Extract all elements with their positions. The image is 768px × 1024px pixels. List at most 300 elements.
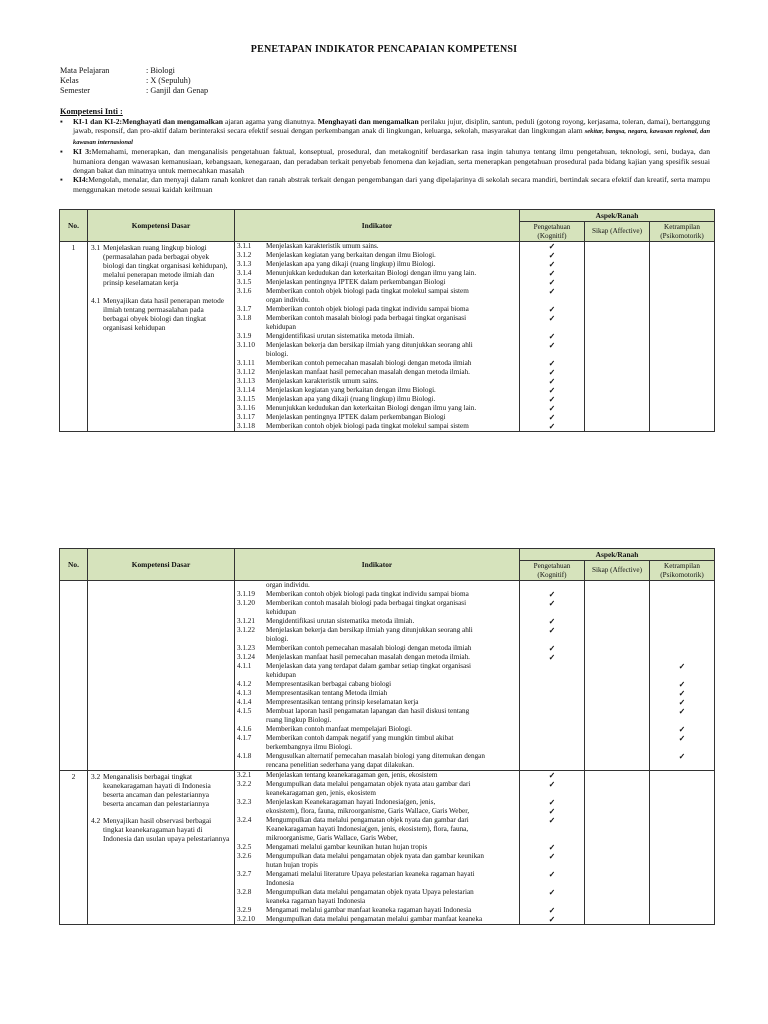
kd-item — [91, 773, 231, 799]
empty-mark — [650, 590, 714, 599]
empty-mark — [650, 743, 714, 752]
header-ketrampilan: Ketrampilan (Psikomotorik) — [650, 561, 715, 581]
empty-mark — [585, 413, 649, 422]
empty-mark — [585, 653, 649, 662]
indicator-text: organ individu. — [266, 296, 310, 305]
check-icon: ✓ — [548, 422, 556, 432]
indicator-row — [235, 870, 519, 879]
empty-mark — [650, 635, 714, 644]
empty-mark — [585, 680, 649, 689]
ki-body: ajaran agama yang dianutnya. — [223, 117, 318, 126]
indicator-row — [235, 422, 519, 431]
check-icon: ✓ — [548, 242, 556, 252]
check-icon: ✓ — [548, 251, 556, 261]
empty-mark — [650, 816, 714, 825]
indicator-text: Memberikan contoh objek biologi pada tingkat individu sampai bioma — [266, 305, 469, 314]
empty-mark — [520, 581, 584, 590]
indicator-row — [235, 915, 519, 924]
empty-mark — [650, 314, 714, 323]
empty-mark — [520, 689, 584, 698]
meta-value: : Ganjil dan Genap — [146, 86, 209, 95]
header-no: No. — [60, 549, 88, 581]
empty-mark — [650, 716, 714, 725]
empty-mark — [650, 653, 714, 662]
ki-label: KI 3: — [73, 147, 92, 157]
empty-mark — [650, 368, 714, 377]
empty-mark — [650, 269, 714, 278]
indicator-code: 3.1.21 — [237, 617, 255, 626]
indicator-row — [235, 395, 519, 404]
ki-list — [60, 117, 710, 194]
indicator-row — [235, 359, 519, 368]
indicator-text: Menjelaskan karakteristik umum sains. — [266, 242, 379, 251]
indicator-table-2 — [59, 548, 715, 925]
check-icon: ✓ — [548, 314, 556, 324]
indicator-row — [235, 305, 519, 314]
indicator-text: Indonesia — [266, 879, 294, 888]
indikator-cell — [235, 771, 520, 925]
empty-mark — [585, 260, 649, 269]
empty-mark — [650, 852, 714, 861]
indicator-code: 4.1.3 — [237, 689, 252, 698]
indicator-row — [235, 278, 519, 287]
indicator-code: 3.2.7 — [237, 870, 252, 879]
indicator-row — [235, 413, 519, 422]
empty-mark — [650, 350, 714, 359]
indicator-code: 3.1.10 — [237, 341, 255, 350]
header-indikator: Indikator — [235, 549, 520, 581]
indicator-text: Mengumpulkan data melalui pengamatan objek nyata Upaya pelestarian — [266, 888, 474, 897]
empty-mark — [650, 296, 714, 305]
indicator-text: Menjelaskan bekerja dan bersikap ilmiah yang ditunjukkan seorang ahli — [266, 341, 473, 350]
empty-mark — [520, 879, 584, 888]
indicator-code — [235, 789, 266, 798]
header-ketrampilan: Ketrampilan (Psikomotorik) — [650, 222, 715, 242]
check-icon: ✓ — [548, 341, 556, 351]
indicator-row — [235, 332, 519, 341]
row-number: 2 — [60, 771, 88, 925]
indicator-row — [235, 897, 519, 906]
empty-mark — [650, 644, 714, 653]
empty-mark — [585, 852, 649, 861]
empty-mark — [650, 332, 714, 341]
empty-mark — [585, 617, 649, 626]
kd-cell — [88, 242, 235, 432]
meta-key: Semester — [60, 86, 91, 95]
empty-mark — [520, 662, 584, 671]
indicator-text: Menjelaskan manfaat hasil pemecahan masalah dengan metoda ilmiah. — [266, 368, 470, 377]
indicator-row — [235, 816, 519, 825]
indicator-row — [235, 599, 519, 608]
indicator-text: Mengumpulkan data melalui pengamatan melalui gambar manfaat keaneka — [266, 915, 483, 924]
indicator-row — [235, 662, 519, 671]
empty-mark — [585, 242, 649, 251]
indicator-text: Mengumpulkan data melalui pengamatan objek nyata dan gambar dari — [266, 816, 469, 825]
empty-mark — [650, 879, 714, 888]
indicator-code: 3.1.7 — [237, 305, 252, 314]
ki-emphasis: Menghayati dan mengamalkan — [122, 117, 224, 126]
indicator-text: Mengamati melalui gambar manfaat keaneka ragaman hayati Indonesia — [266, 906, 472, 915]
indicator-text: Mengamati melalui literature Upaya pelestarian keaneka ragaman hayati — [266, 870, 475, 879]
empty-mark — [585, 341, 649, 350]
empty-mark — [585, 395, 649, 404]
indicator-text: Menjelaskan pentingnya IPTEK dalam perkembangan Biologi — [266, 413, 446, 422]
empty-mark — [650, 888, 714, 897]
indicator-row — [235, 861, 519, 870]
indicator-row — [235, 377, 519, 386]
empty-mark — [650, 323, 714, 332]
indicator-code: 3.1.6 — [237, 287, 252, 296]
indicator-text: kehidupan — [266, 608, 296, 617]
ki-text — [73, 175, 710, 194]
check-icon: ✓ — [548, 906, 556, 916]
indicator-code: 3.1.13 — [237, 377, 255, 386]
empty-mark — [650, 780, 714, 789]
empty-mark — [585, 350, 649, 359]
empty-mark — [585, 789, 649, 798]
indicator-row — [235, 807, 519, 816]
indicator-row — [235, 725, 519, 734]
indicator-text: keaneka ragaman hayati Indonesia — [266, 897, 366, 906]
indicator-text: Menjelaskan manfaat hasil pemecahan masalah dengan metoda ilmiah. — [266, 653, 470, 662]
empty-mark — [585, 635, 649, 644]
indicator-code: 3.1.3 — [237, 260, 252, 269]
indicator-code: 3.2.10 — [237, 915, 255, 924]
empty-mark — [650, 626, 714, 635]
bullet-icon: ▪ — [60, 147, 63, 157]
indicator-code: 3.2.8 — [237, 888, 252, 897]
empty-mark — [520, 834, 584, 843]
empty-mark — [520, 323, 584, 332]
empty-mark — [585, 644, 649, 653]
empty-mark — [520, 743, 584, 752]
indicator-code — [235, 608, 266, 617]
indicator-row — [235, 581, 519, 590]
empty-mark — [650, 608, 714, 617]
empty-mark — [520, 761, 584, 770]
indicator-text: Membuat laporan hasil pengamatan lapangan dan hasil diskusi tentang — [266, 707, 470, 716]
indicator-code: 4.1.8 — [237, 752, 252, 761]
indicator-code — [235, 323, 266, 332]
indicator-row — [235, 671, 519, 680]
kd-number: 4.1 — [91, 296, 101, 306]
sikap-cell — [585, 581, 650, 771]
empty-mark — [650, 761, 714, 770]
indicator-code: 4.1.7 — [237, 734, 252, 743]
indicator-row — [235, 761, 519, 770]
bullet-icon: ▪ — [60, 117, 63, 126]
indicator-row — [235, 780, 519, 789]
empty-mark — [585, 581, 649, 590]
indicator-text: Memberikan contoh objek biologi pada tingkat molekul sampai sistem — [266, 287, 469, 296]
indicator-code: 3.1.20 — [237, 599, 255, 608]
empty-mark — [520, 698, 584, 707]
indicator-code: 3.2.9 — [237, 906, 252, 915]
kd-text: beserta ancaman dan pelestariannya — [103, 798, 210, 808]
empty-mark — [585, 870, 649, 879]
header-no: No. — [60, 210, 88, 242]
indicator-text: Menunjukkan kedudukan dan keterkaitan Biologi dengan ilmu yang lain. — [266, 269, 477, 278]
empty-mark — [585, 287, 649, 296]
empty-mark — [650, 404, 714, 413]
indicator-code: 3.1.1 — [237, 242, 252, 251]
indicator-code — [235, 897, 266, 906]
empty-mark — [585, 698, 649, 707]
ki-handwritten: sekitar, bangsa, negara, kawasan regional, dan kawasan internasional — [73, 128, 710, 146]
indicator-code — [235, 716, 266, 725]
check-icon: ✓ — [548, 780, 556, 790]
indicator-row — [235, 635, 519, 644]
indicator-row — [235, 879, 519, 888]
indicator-code — [235, 581, 266, 590]
indicator-text: Menjelaskan kegiatan yang berkaitan dengan ilmu Biologi. — [266, 251, 436, 260]
indicator-text: Memberikan contoh masalah biologi pada berbagai tingkat organisasi — [266, 599, 467, 608]
empty-mark — [585, 305, 649, 314]
indicator-text: rencana penelitian sederhana yang dapat dilakukan. — [266, 761, 415, 770]
indicator-text: Keanekaragaman hayati Indonesia(gen, jenis, ekosistem), flora, fauna, — [266, 825, 469, 834]
indicator-code — [235, 825, 266, 834]
check-icon: ✓ — [548, 915, 556, 925]
header-sikap: Sikap (Affective) — [585, 561, 650, 581]
empty-mark — [585, 314, 649, 323]
empty-mark — [650, 242, 714, 251]
header-sikap: Sikap (Affective) — [585, 222, 650, 242]
empty-mark — [585, 404, 649, 413]
empty-mark — [585, 771, 649, 780]
empty-mark — [585, 590, 649, 599]
empty-mark — [650, 260, 714, 269]
indicator-row — [235, 653, 519, 662]
empty-mark — [650, 395, 714, 404]
indicator-text: Mengidentifikasi urutan sistematika metoda ilmiah. — [266, 332, 415, 341]
check-icon: ✓ — [678, 698, 686, 708]
empty-mark — [585, 816, 649, 825]
empty-mark — [650, 807, 714, 816]
empty-mark — [585, 323, 649, 332]
check-icon: ✓ — [548, 771, 556, 781]
ki-label: KI-1 dan KI-2: — [73, 117, 123, 126]
kd-number: 3.2 — [91, 772, 101, 782]
indicator-code: 3.1.16 — [237, 404, 255, 413]
indicator-text: Menjelaskan data yang terdapat dalam gambar setiap tingkat organisasi — [266, 662, 472, 671]
header-pengetahuan: Pengetahuan (Kognitif) — [520, 222, 585, 242]
indicator-code: 4.1.6 — [237, 725, 252, 734]
empty-mark — [650, 897, 714, 906]
indicator-code: 3.2.6 — [237, 852, 252, 861]
empty-mark — [650, 359, 714, 368]
empty-mark — [650, 287, 714, 296]
indicator-code: 3.1.11 — [237, 359, 255, 368]
empty-mark — [585, 734, 649, 743]
empty-mark — [585, 269, 649, 278]
indicator-code: 4.1.1 — [237, 662, 252, 671]
empty-mark — [650, 581, 714, 590]
empty-mark — [650, 906, 714, 915]
empty-mark — [650, 341, 714, 350]
sikap-cell — [585, 771, 650, 925]
indicator-row — [235, 852, 519, 861]
indicator-row — [235, 350, 519, 359]
indicator-text: kehidupan — [266, 671, 296, 680]
empty-mark — [650, 305, 714, 314]
indicator-code — [235, 807, 266, 816]
indicator-row — [235, 644, 519, 653]
header-pengetahuan: Pengetahuan (Kognitif) — [520, 561, 585, 581]
empty-mark — [585, 743, 649, 752]
indicator-row — [235, 260, 519, 269]
empty-mark — [585, 707, 649, 716]
check-icon: ✓ — [548, 590, 556, 600]
check-icon: ✓ — [548, 798, 556, 808]
indicator-row — [235, 771, 519, 780]
kd-item — [91, 800, 231, 809]
indicator-text: Memberikan contoh dampak negatif yang mungkin timbul akibat — [266, 734, 454, 743]
indicator-code — [235, 296, 266, 305]
indicator-code: 3.1.4 — [237, 269, 252, 278]
indicator-text: Menjelaskan karakteristik umum sains. — [266, 377, 379, 386]
check-icon: ✓ — [548, 816, 556, 826]
empty-mark — [650, 789, 714, 798]
indicator-row — [235, 296, 519, 305]
empty-mark — [650, 861, 714, 870]
indicator-code: 3.1.19 — [237, 590, 255, 599]
indicator-code: 3.1.15 — [237, 395, 255, 404]
check-icon: ✓ — [548, 413, 556, 423]
indicator-row — [235, 251, 519, 260]
header-kd: Kompetensi Dasar — [88, 210, 235, 242]
ketrampilan-cell — [650, 581, 715, 771]
empty-mark — [520, 752, 584, 761]
kd-cell — [88, 771, 235, 925]
header-aspek: Aspek/Ranah — [520, 210, 715, 222]
indicator-text: Mengumpulkan data melalui pengamatan objek nyata atau gambar dari — [266, 780, 471, 789]
empty-mark — [650, 843, 714, 852]
indicator-code: 3.1.24 — [237, 653, 255, 662]
indicator-row — [235, 798, 519, 807]
empty-mark — [585, 278, 649, 287]
indicator-row — [235, 341, 519, 350]
empty-mark — [585, 906, 649, 915]
check-icon: ✓ — [548, 404, 556, 414]
empty-mark — [585, 843, 649, 852]
indicator-code: 3.1.5 — [237, 278, 252, 287]
meta-row — [60, 86, 208, 96]
indicator-row — [235, 888, 519, 897]
header-kd: Kompetensi Dasar — [88, 549, 235, 581]
check-icon: ✓ — [548, 653, 556, 663]
indicator-code — [235, 350, 266, 359]
check-icon: ✓ — [548, 599, 556, 609]
indicator-code: 3.2.1 — [237, 771, 252, 780]
indicator-text: mikroorganisme, Garis Wallace, Garis Weber, — [266, 834, 398, 843]
indicator-code: 3.1.2 — [237, 251, 252, 260]
empty-mark — [650, 599, 714, 608]
kd-text: Menyajikan hasil observasi berbagai tingkat keanekaragaman hayati di Indonesia dan usulan upaya pelestariannya — [103, 816, 230, 843]
indicator-row — [235, 617, 519, 626]
ki-item — [60, 147, 710, 175]
ki-text — [73, 117, 710, 147]
indicator-text: Mengusulkan alternatif pemecahan masalah biologi yang ditemukan dengan — [266, 752, 485, 761]
indicator-code — [235, 671, 266, 680]
indicator-row — [235, 323, 519, 332]
empty-mark — [585, 761, 649, 770]
empty-mark — [585, 251, 649, 260]
meta-key: Kelas — [60, 76, 79, 85]
indicator-code — [235, 635, 266, 644]
kd-item — [91, 297, 231, 332]
indicator-text: Menjelaskan pentingnya IPTEK dalam perkembangan Biologi — [266, 278, 446, 287]
indicator-text: Memberikan contoh objek biologi pada tingkat individu sampai bioma — [266, 590, 469, 599]
indicator-row — [235, 825, 519, 834]
meta-block — [60, 66, 208, 96]
empty-mark — [520, 671, 584, 680]
empty-mark — [585, 861, 649, 870]
empty-mark — [520, 635, 584, 644]
check-icon: ✓ — [548, 386, 556, 396]
indicator-code — [235, 743, 266, 752]
kd-text: Menganalisis berbagai tingkat keanekaragaman hayati di Indonesia beserta ancaman dan pelestariannya — [103, 772, 211, 799]
header-aspek: Aspek/Ranah — [520, 549, 715, 561]
check-icon: ✓ — [678, 680, 686, 690]
indicator-row — [235, 734, 519, 743]
indicator-code — [235, 861, 266, 870]
indicator-code: 4.1.2 — [237, 680, 252, 689]
empty-mark — [520, 716, 584, 725]
indicator-row — [235, 590, 519, 599]
indicator-row — [235, 386, 519, 395]
check-icon: ✓ — [548, 852, 556, 862]
indicator-code: 3.2.4 — [237, 816, 252, 825]
check-icon: ✓ — [678, 689, 686, 699]
empty-mark — [520, 897, 584, 906]
indicator-text: Mempresentasikan tentang prinsip keselamatan kerja — [266, 698, 419, 707]
indicator-text: organ individu. — [266, 581, 310, 590]
empty-mark — [585, 332, 649, 341]
meta-value: : X (Sepuluh) — [146, 76, 191, 85]
ki-body: Memahami, menerapkan, dan menganalisis pengetahuan faktual, konseptual, prosedural, dan metakognitif berdasarkan rasa ingin tahunya tentang ilmu pengetahuan, teknologi, seni, budaya, dan humaniora dengan wawasan kemanusiaan, kebangsaan, kenegaraan, dan peradaban terkait penyebab fenomena dan kejadian, serta menerapkan pengetahuan prosedural pada bidang kajian yang spesifik sesuai dengan bakat dan minatnya untuk memecahkan masalah — [73, 147, 711, 176]
check-icon: ✓ — [678, 725, 686, 735]
check-icon: ✓ — [678, 662, 686, 672]
empty-mark — [585, 798, 649, 807]
empty-mark — [650, 798, 714, 807]
check-icon: ✓ — [548, 305, 556, 315]
check-icon: ✓ — [548, 368, 556, 378]
indicator-code: 4.1.5 — [237, 707, 252, 716]
indicator-text: ekosistem), flora, fauna, mikroorganisme, Garis Wallace, Garis Weber, — [266, 807, 470, 816]
indicator-row — [235, 843, 519, 852]
empty-mark — [585, 915, 649, 924]
indicator-text: biologi. — [266, 635, 289, 644]
meta-row — [60, 76, 208, 86]
indicator-code — [235, 761, 266, 770]
check-icon: ✓ — [678, 752, 686, 762]
indicator-row — [235, 269, 519, 278]
indicator-text: berkembangnya ilmu Biologi. — [266, 743, 353, 752]
indicator-row — [235, 404, 519, 413]
check-icon: ✓ — [548, 395, 556, 405]
indicator-text: Mengidentifikasi urutan sistematika metoda ilmiah. — [266, 617, 415, 626]
empty-mark — [520, 608, 584, 617]
ki-emphasis: Menghayati dan mengamalkan — [317, 117, 419, 126]
check-icon: ✓ — [548, 626, 556, 636]
check-icon: ✓ — [548, 807, 556, 817]
ki-item — [60, 117, 710, 147]
empty-mark — [585, 752, 649, 761]
indicator-code: 4.1.4 — [237, 698, 252, 707]
indicator-row — [235, 314, 519, 323]
meta-row — [60, 66, 208, 76]
pengetahuan-cell — [520, 581, 585, 771]
